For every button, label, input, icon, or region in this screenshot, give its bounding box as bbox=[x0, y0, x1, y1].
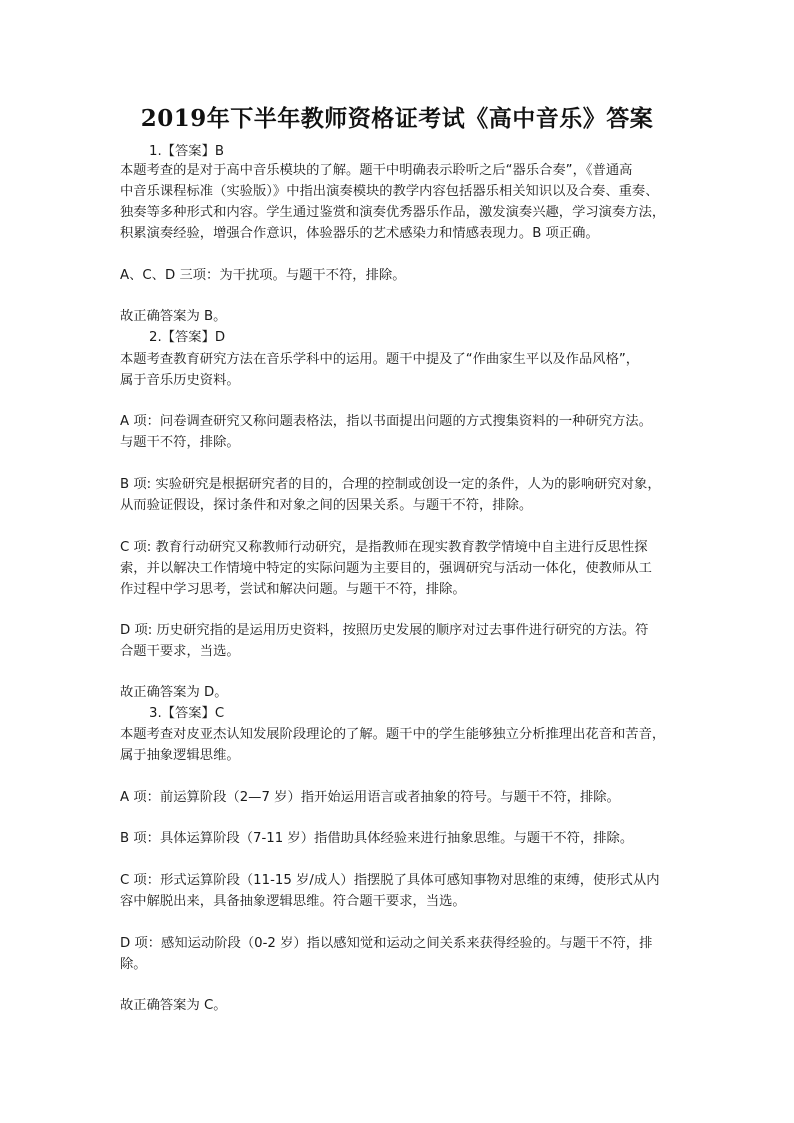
q3-body-line-2: 属于抽象逻辑思维。 bbox=[120, 748, 240, 763]
q1-body-line-4: 积累演奏经验，增强合作意识，体验器乐的艺术感染力和情感表现力。B 项正确。 bbox=[120, 226, 599, 241]
q3-option-d-line-2: 除。 bbox=[120, 957, 147, 972]
q1-conclusion: 故正确答案为 B。 bbox=[120, 309, 227, 324]
q2-body-line-1: 本题考查教育研究方法在音乐学科中的运用。题干中提及了“作曲家生平以及作品风格”， bbox=[120, 352, 640, 367]
q1-body-line-2: 中音乐课程标准（实验版）》中指出演奏模块的教学内容包括器乐相关知识以及合奏、重奏、 bbox=[120, 184, 659, 199]
q3-body-line-1: 本题考查对皮亚杰认知发展阶段理论的了解。题干中的学生能够独立分析推理出花音和苦音， bbox=[120, 727, 666, 742]
q2-option-d-line-2: 合题干要求，当选。 bbox=[120, 644, 240, 659]
q1-answer: 1.【答案】B bbox=[149, 144, 224, 159]
q2-option-d-line-1: D 项: 历史研究指的是运用历史资料，按照历史发展的顺序对过去事件进行研究的方法。符 bbox=[120, 623, 649, 638]
document-title: 2019年下半年教师资格证考试《高中音乐》答案 bbox=[140, 105, 654, 132]
q2-answer: 2.【答案】D bbox=[149, 330, 226, 345]
q2-option-c-line-1: C 项: 教育行动研究又称教师行动研究，是指教师在现实教育教学情境中自主进行反思性探 bbox=[120, 540, 648, 555]
q3-option-d-line-1: D 项：感知运动阶段（0-2 岁）指以感知觉和运动之间关系来获得经验的。与题干不符，排 bbox=[120, 936, 653, 951]
q1-body-line-3: 独奏等多种形式和内容。学生通过鉴赏和演奏优秀器乐作品，激发演奏兴趣，学习演奏方法， bbox=[120, 205, 666, 220]
q1-body-line-1: 本题考查的是对于高中音乐模块的了解。题干中明确表示聆听之后“器乐合奏”，《普通高 bbox=[120, 163, 633, 178]
q3-option-a: A 项：前运算阶段（2—7 岁）指开始运用语言或者抽象的符号。与题干不符，排除。 bbox=[120, 790, 620, 805]
q3-option-c-line-2: 容中解脱出来，具备抽象逻辑思维。符合题干要求，当选。 bbox=[120, 894, 466, 909]
q3-option-c-line-1: C 项：形式运算阶段（11-15 岁/成人）指摆脱了具体可感知事物对思维的束缚，使形式从内 bbox=[120, 873, 660, 888]
q3-option-b: B 项：具体运算阶段（7-11 岁）指借助具体经验来进行抽象思维。与题干不符，排除。 bbox=[120, 831, 634, 846]
q2-option-b-line-2: 从而验证假设，探讨条件和对象之间的因果关系。与题干不符，排除。 bbox=[120, 498, 533, 513]
q2-option-a-line-1: A 项：问卷调查研究又称问题表格法，指以书面提出问题的方式搜集资料的一种研究方法。 bbox=[120, 414, 652, 429]
q3-answer: 3.【答案】C bbox=[149, 706, 225, 721]
q3-conclusion: 故正确答案为 C。 bbox=[120, 998, 227, 1013]
q2-option-a-line-2: 与题干不符，排除。 bbox=[120, 435, 240, 450]
q1-option-acd: A、C、D 三项：为干扰项。与题干不符，排除。 bbox=[120, 268, 406, 283]
q2-option-c-line-3: 作过程中学习思考，尝试和解决问题。与题干不符，排除。 bbox=[120, 582, 466, 597]
q2-body-line-2: 属于音乐历史资料。 bbox=[120, 373, 240, 388]
q2-conclusion: 故正确答案为 D。 bbox=[120, 685, 228, 700]
q2-option-b-line-1: B 项: 实验研究是根据研究者的目的，合理的控制或创设一定的条件，人为的影响研究对象， bbox=[120, 477, 661, 492]
q2-option-c-line-2: 索，并以解决工作情境中特定的实际问题为主要目的，强调研究与活动一体化，使教师从工 bbox=[120, 561, 652, 576]
